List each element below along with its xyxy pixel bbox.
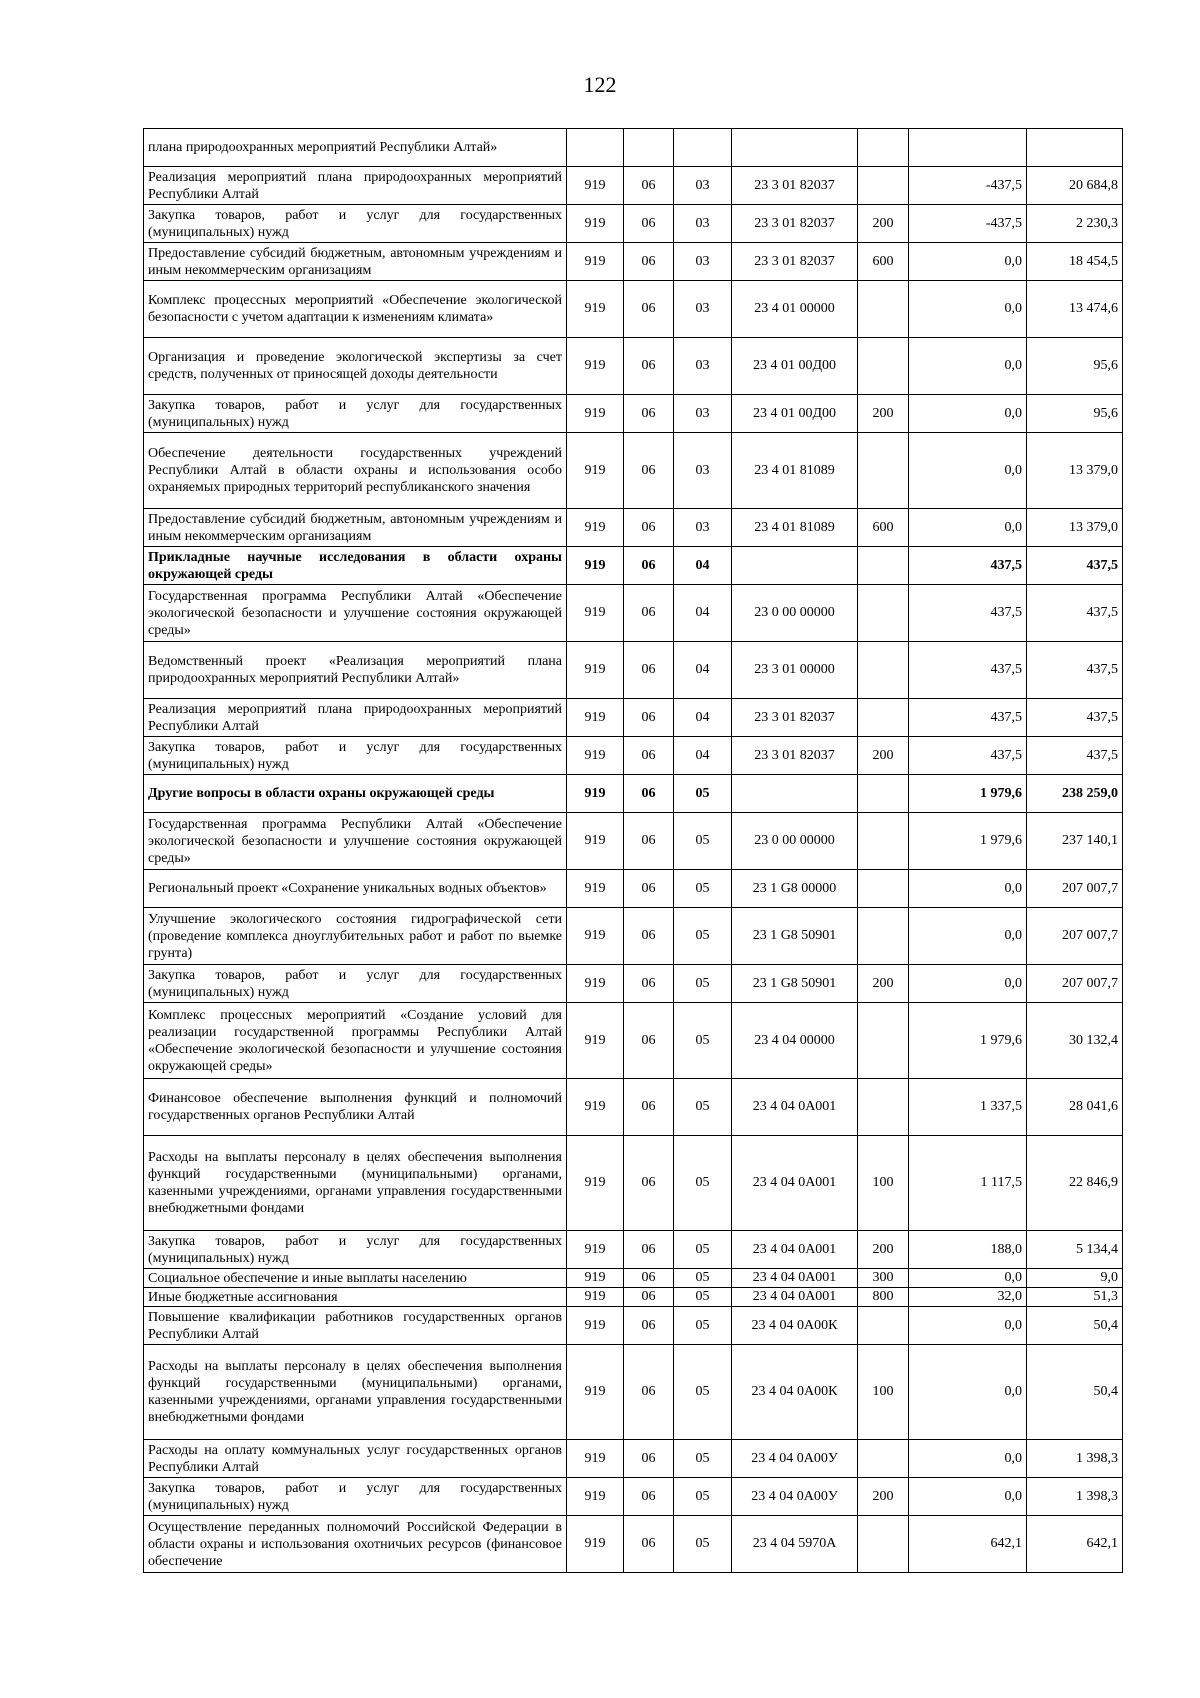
change-amount-cell: -437,5 [909, 205, 1027, 243]
admin-code-cell: 919 [567, 1136, 624, 1231]
subsection-code-cell: 04 [674, 547, 732, 585]
section-code-cell: 06 [624, 699, 674, 737]
section-code-cell: 06 [624, 205, 674, 243]
total-amount-cell: 642,1 [1027, 1516, 1123, 1573]
subsection-code-cell: 03 [674, 395, 732, 433]
table-row [144, 547, 1123, 585]
admin-code-cell [567, 129, 624, 167]
total-amount-cell [1027, 129, 1123, 167]
target-article-cell: 23 4 04 0А00У [732, 1440, 858, 1478]
expense-type-cell [858, 129, 909, 167]
change-amount-cell: 0,0 [909, 395, 1027, 433]
target-article-cell: 23 0 00 00000 [732, 813, 858, 870]
section-code-cell: 06 [624, 1516, 674, 1573]
expense-type-cell: 200 [858, 1231, 909, 1269]
expense-type-cell [858, 167, 909, 205]
total-amount-cell: 50,4 [1027, 1307, 1123, 1345]
section-code-cell: 06 [624, 509, 674, 547]
subsection-code-cell: 03 [674, 509, 732, 547]
admin-code-cell: 919 [567, 1307, 624, 1345]
table-row [144, 775, 1123, 813]
change-amount-cell: 437,5 [909, 642, 1027, 699]
table-row [144, 699, 1123, 737]
subsection-code-cell: 05 [674, 908, 732, 965]
target-article-cell: 23 4 01 00Д00 [732, 338, 858, 395]
row-description: Другие вопросы в области охраны окружающей среды [144, 775, 567, 813]
row-description: Осуществление переданных полномочий Российской Федерации в области охраны и использования охотничьих ресурсов (финансовое обеспечение [144, 1516, 567, 1573]
section-code-cell: 06 [624, 433, 674, 509]
change-amount-cell: 0,0 [909, 1345, 1027, 1440]
section-code-cell: 06 [624, 737, 674, 775]
row-description: Предоставление субсидий бюджетным, автономным учреждениям и иным некоммерческим организациям [144, 243, 567, 281]
admin-code-cell: 919 [567, 1288, 624, 1307]
target-article-cell: 23 4 04 0А001 [732, 1136, 858, 1231]
admin-code-cell: 919 [567, 167, 624, 205]
total-amount-cell: 1 398,3 [1027, 1478, 1123, 1516]
expense-type-cell [858, 1307, 909, 1345]
expense-type-cell: 800 [858, 1288, 909, 1307]
table-row [144, 395, 1123, 433]
target-article-cell: 23 1 G8 50901 [732, 908, 858, 965]
expense-type-cell [858, 870, 909, 908]
total-amount-cell: 30 132,4 [1027, 1003, 1123, 1079]
section-code-cell: 06 [624, 1478, 674, 1516]
expense-type-cell: 100 [858, 1345, 909, 1440]
total-amount-cell: 207 007,7 [1027, 908, 1123, 965]
table-row [144, 585, 1123, 642]
admin-code-cell: 919 [567, 1478, 624, 1516]
subsection-code-cell: 04 [674, 642, 732, 699]
admin-code-cell: 919 [567, 205, 624, 243]
total-amount-cell: 2 230,3 [1027, 205, 1123, 243]
row-description: Закупка товаров, работ и услуг для государственных (муниципальных) нужд [144, 205, 567, 243]
subsection-code-cell: 05 [674, 1288, 732, 1307]
subsection-code-cell: 05 [674, 965, 732, 1003]
row-description: Государственная программа Республики Алтай «Обеспечение экологической безопасности и улучшение состояния окружающей среды» [144, 585, 567, 642]
row-description: Реализация мероприятий плана природоохранных мероприятий Республики Алтай [144, 699, 567, 737]
expense-type-cell [858, 1516, 909, 1573]
total-amount-cell: 9,0 [1027, 1269, 1123, 1288]
section-code-cell: 06 [624, 775, 674, 813]
subsection-code-cell: 03 [674, 167, 732, 205]
subsection-code-cell [674, 129, 732, 167]
table-row [144, 281, 1123, 338]
table-row [144, 433, 1123, 509]
target-article-cell: 23 3 01 82037 [732, 243, 858, 281]
target-article-cell [732, 775, 858, 813]
admin-code-cell: 919 [567, 509, 624, 547]
row-description: Иные бюджетные ассигнования [144, 1288, 567, 1307]
total-amount-cell: 22 846,9 [1027, 1136, 1123, 1231]
table-row [144, 870, 1123, 908]
table-row [144, 642, 1123, 699]
admin-code-cell: 919 [567, 775, 624, 813]
row-description: Закупка товаров, работ и услуг для государственных (муниципальных) нужд [144, 965, 567, 1003]
row-description: Предоставление субсидий бюджетным, автономным учреждениям и иным некоммерческим организациям [144, 509, 567, 547]
section-code-cell: 06 [624, 395, 674, 433]
target-article-cell: 23 4 01 00000 [732, 281, 858, 338]
total-amount-cell: 437,5 [1027, 585, 1123, 642]
table-row [144, 509, 1123, 547]
table-row [144, 243, 1123, 281]
row-description: Повышение квалификации работников государственных органов Республики Алтай [144, 1307, 567, 1345]
admin-code-cell: 919 [567, 585, 624, 642]
row-description: Улучшение экологического состояния гидрографической сети (проведение комплекса дноуглубительных работ и работ по выемке грунта) [144, 908, 567, 965]
section-code-cell: 06 [624, 1269, 674, 1288]
section-code-cell: 06 [624, 547, 674, 585]
row-description: Социальное обеспечение и иные выплаты населению [144, 1269, 567, 1288]
change-amount-cell: 1 117,5 [909, 1136, 1027, 1231]
target-article-cell: 23 4 04 5970А [732, 1516, 858, 1573]
row-description: Закупка товаров, работ и услуг для государственных (муниципальных) нужд [144, 737, 567, 775]
total-amount-cell: 437,5 [1027, 699, 1123, 737]
change-amount-cell: 0,0 [909, 908, 1027, 965]
budget-table [143, 128, 1123, 1573]
change-amount-cell: 0,0 [909, 338, 1027, 395]
expense-type-cell: 200 [858, 965, 909, 1003]
target-article-cell: 23 0 00 00000 [732, 585, 858, 642]
target-article-cell: 23 3 01 82037 [732, 205, 858, 243]
expense-type-cell [858, 642, 909, 699]
subsection-code-cell: 05 [674, 1478, 732, 1516]
total-amount-cell: 207 007,7 [1027, 870, 1123, 908]
admin-code-cell: 919 [567, 1440, 624, 1478]
change-amount-cell: 0,0 [909, 433, 1027, 509]
total-amount-cell: 238 259,0 [1027, 775, 1123, 813]
subsection-code-cell: 03 [674, 243, 732, 281]
section-code-cell: 06 [624, 243, 674, 281]
total-amount-cell: 13 379,0 [1027, 433, 1123, 509]
section-code-cell: 06 [624, 908, 674, 965]
admin-code-cell: 919 [567, 338, 624, 395]
subsection-code-cell: 03 [674, 205, 732, 243]
total-amount-cell: 20 684,8 [1027, 167, 1123, 205]
row-description: Организация и проведение экологической экспертизы за счет средств, полученных от приносящей доходы деятельности [144, 338, 567, 395]
subsection-code-cell: 05 [674, 775, 732, 813]
table-row [144, 1003, 1123, 1079]
subsection-code-cell: 05 [674, 870, 732, 908]
target-article-cell: 23 4 01 81089 [732, 433, 858, 509]
row-description: Ведомственный проект «Реализация мероприятий плана природоохранных мероприятий Республики Алтай» [144, 642, 567, 699]
change-amount-cell: 32,0 [909, 1288, 1027, 1307]
row-description: Финансовое обеспечение выполнения функций и полномочий государственных органов Республики Алтай [144, 1079, 567, 1136]
row-description: Государственная программа Республики Алтай «Обеспечение экологической безопасности и улучшение состояния окружающей среды» [144, 813, 567, 870]
expense-type-cell [858, 1003, 909, 1079]
admin-code-cell: 919 [567, 699, 624, 737]
expense-type-cell: 200 [858, 395, 909, 433]
target-article-cell: 23 4 04 0А001 [732, 1231, 858, 1269]
total-amount-cell: 50,4 [1027, 1345, 1123, 1440]
target-article-cell: 23 1 G8 50901 [732, 965, 858, 1003]
section-code-cell: 06 [624, 1079, 674, 1136]
total-amount-cell: 13 474,6 [1027, 281, 1123, 338]
subsection-code-cell: 05 [674, 1269, 732, 1288]
admin-code-cell: 919 [567, 737, 624, 775]
total-amount-cell: 437,5 [1027, 547, 1123, 585]
row-description: Расходы на оплату коммунальных услуг государственных органов Республики Алтай [144, 1440, 567, 1478]
subsection-code-cell: 04 [674, 737, 732, 775]
table-row [144, 129, 1123, 167]
table-row [144, 1307, 1123, 1345]
change-amount-cell: 1 979,6 [909, 775, 1027, 813]
expense-type-cell [858, 1079, 909, 1136]
table-row [144, 1516, 1123, 1573]
expense-type-cell: 600 [858, 509, 909, 547]
total-amount-cell: 95,6 [1027, 395, 1123, 433]
table-row [144, 965, 1123, 1003]
table-row [144, 205, 1123, 243]
target-article-cell: 23 4 04 00000 [732, 1003, 858, 1079]
expense-type-cell [858, 775, 909, 813]
total-amount-cell: 237 140,1 [1027, 813, 1123, 870]
total-amount-cell: 18 454,5 [1027, 243, 1123, 281]
section-code-cell: 06 [624, 338, 674, 395]
expense-type-cell [858, 338, 909, 395]
change-amount-cell: 188,0 [909, 1231, 1027, 1269]
admin-code-cell: 919 [567, 1231, 624, 1269]
change-amount-cell: 642,1 [909, 1516, 1027, 1573]
expense-type-cell [858, 813, 909, 870]
change-amount-cell: 437,5 [909, 547, 1027, 585]
target-article-cell: 23 3 01 82037 [732, 699, 858, 737]
table-row [144, 1079, 1123, 1136]
expense-type-cell [858, 547, 909, 585]
target-article-cell: 23 3 01 00000 [732, 642, 858, 699]
expense-type-cell: 300 [858, 1269, 909, 1288]
target-article-cell: 23 4 04 0А001 [732, 1269, 858, 1288]
target-article-cell [732, 547, 858, 585]
expense-type-cell [858, 699, 909, 737]
target-article-cell: 23 4 04 0А001 [732, 1288, 858, 1307]
total-amount-cell: 1 398,3 [1027, 1440, 1123, 1478]
row-description: Закупка товаров, работ и услуг для государственных (муниципальных) нужд [144, 1231, 567, 1269]
target-article-cell [732, 129, 858, 167]
section-code-cell: 06 [624, 167, 674, 205]
subsection-code-cell: 05 [674, 1440, 732, 1478]
change-amount-cell: -437,5 [909, 167, 1027, 205]
target-article-cell: 23 4 04 0А00У [732, 1478, 858, 1516]
table-row [144, 737, 1123, 775]
table-row [144, 1440, 1123, 1478]
change-amount-cell: 0,0 [909, 965, 1027, 1003]
total-amount-cell: 95,6 [1027, 338, 1123, 395]
target-article-cell: 23 1 G8 00000 [732, 870, 858, 908]
row-description: Региональный проект «Сохранение уникальных водных объектов» [144, 870, 567, 908]
change-amount-cell: 0,0 [909, 1478, 1027, 1516]
change-amount-cell: 0,0 [909, 281, 1027, 338]
subsection-code-cell: 05 [674, 1136, 732, 1231]
admin-code-cell: 919 [567, 1345, 624, 1440]
expense-type-cell [858, 433, 909, 509]
total-amount-cell: 13 379,0 [1027, 509, 1123, 547]
row-description: Реализация мероприятий плана природоохранных мероприятий Республики Алтай [144, 167, 567, 205]
table-row [144, 1288, 1123, 1307]
table-row [144, 813, 1123, 870]
change-amount-cell: 1 979,6 [909, 1003, 1027, 1079]
admin-code-cell: 919 [567, 642, 624, 699]
subsection-code-cell: 03 [674, 281, 732, 338]
section-code-cell: 06 [624, 813, 674, 870]
section-code-cell: 06 [624, 870, 674, 908]
admin-code-cell: 919 [567, 281, 624, 338]
admin-code-cell: 919 [567, 870, 624, 908]
subsection-code-cell: 05 [674, 813, 732, 870]
admin-code-cell: 919 [567, 908, 624, 965]
change-amount-cell: 0,0 [909, 1307, 1027, 1345]
section-code-cell: 06 [624, 1231, 674, 1269]
target-article-cell: 23 3 01 82037 [732, 167, 858, 205]
admin-code-cell: 919 [567, 965, 624, 1003]
row-description: Расходы на выплаты персоналу в целях обеспечения выполнения функций государственными (муниципальными) органами, казенными учреждениями, органами управления государственными внебюджетными фондами [144, 1136, 567, 1231]
subsection-code-cell: 03 [674, 433, 732, 509]
subsection-code-cell: 05 [674, 1345, 732, 1440]
expense-type-cell: 100 [858, 1136, 909, 1231]
row-description: Обеспечение деятельности государственных учреждений Республики Алтай в области охраны и использования особо охраняемых природных территорий республиканского значения [144, 433, 567, 509]
expense-type-cell: 200 [858, 1478, 909, 1516]
table-row [144, 1478, 1123, 1516]
row-description: Закупка товаров, работ и услуг для государственных (муниципальных) нужд [144, 395, 567, 433]
row-description: Прикладные научные исследования в области охраны окружающей среды [144, 547, 567, 585]
target-article-cell: 23 4 01 00Д00 [732, 395, 858, 433]
total-amount-cell: 207 007,7 [1027, 965, 1123, 1003]
change-amount-cell: 0,0 [909, 870, 1027, 908]
admin-code-cell: 919 [567, 433, 624, 509]
change-amount-cell: 0,0 [909, 1269, 1027, 1288]
admin-code-cell: 919 [567, 395, 624, 433]
expense-type-cell [858, 1440, 909, 1478]
target-article-cell: 23 4 04 0А00К [732, 1307, 858, 1345]
section-code-cell: 06 [624, 1288, 674, 1307]
section-code-cell: 06 [624, 1307, 674, 1345]
row-description: плана природоохранных мероприятий Республики Алтай» [144, 129, 567, 167]
section-code-cell: 06 [624, 585, 674, 642]
section-code-cell: 06 [624, 642, 674, 699]
admin-code-cell: 919 [567, 1079, 624, 1136]
table-row [144, 167, 1123, 205]
admin-code-cell: 919 [567, 1003, 624, 1079]
target-article-cell: 23 4 04 0А00К [732, 1345, 858, 1440]
change-amount-cell: 1 979,6 [909, 813, 1027, 870]
total-amount-cell: 437,5 [1027, 642, 1123, 699]
table-row [144, 1345, 1123, 1440]
row-description: Закупка товаров, работ и услуг для государственных (муниципальных) нужд [144, 1478, 567, 1516]
section-code-cell [624, 129, 674, 167]
table-row [144, 1269, 1123, 1288]
expense-type-cell: 200 [858, 205, 909, 243]
expense-type-cell [858, 585, 909, 642]
section-code-cell: 06 [624, 1345, 674, 1440]
expense-type-cell [858, 281, 909, 338]
expense-type-cell: 200 [858, 737, 909, 775]
change-amount-cell: 437,5 [909, 699, 1027, 737]
section-code-cell: 06 [624, 1003, 674, 1079]
change-amount-cell: 0,0 [909, 1440, 1027, 1478]
row-description: Комплекс процессных мероприятий «Создание условий для реализации государственной программы Республики Алтай «Обеспечение экологической безопасности и улучшение состояния окружающей среды» [144, 1003, 567, 1079]
change-amount-cell: 0,0 [909, 243, 1027, 281]
change-amount-cell: 437,5 [909, 585, 1027, 642]
expense-type-cell [858, 908, 909, 965]
expense-type-cell: 600 [858, 243, 909, 281]
section-code-cell: 06 [624, 1440, 674, 1478]
change-amount-cell: 1 337,5 [909, 1079, 1027, 1136]
admin-code-cell: 919 [567, 1516, 624, 1573]
admin-code-cell: 919 [567, 547, 624, 585]
admin-code-cell: 919 [567, 1269, 624, 1288]
subsection-code-cell: 05 [674, 1516, 732, 1573]
page-number: 122 [583, 72, 617, 97]
target-article-cell: 23 3 01 82037 [732, 737, 858, 775]
table-row [144, 338, 1123, 395]
change-amount-cell: 437,5 [909, 737, 1027, 775]
subsection-code-cell: 05 [674, 1003, 732, 1079]
subsection-code-cell: 04 [674, 585, 732, 642]
subsection-code-cell: 05 [674, 1307, 732, 1345]
subsection-code-cell: 05 [674, 1079, 732, 1136]
row-description: Расходы на выплаты персоналу в целях обеспечения выполнения функций государственными (муниципальными) органами, казенными учреждениями, органами управления государственными внебюджетными фондами [144, 1345, 567, 1440]
row-description: Комплекс процессных мероприятий «Обеспечение экологической безопасности с учетом адаптации к изменениям климата» [144, 281, 567, 338]
section-code-cell: 06 [624, 965, 674, 1003]
table-row [144, 908, 1123, 965]
subsection-code-cell: 03 [674, 338, 732, 395]
table-row [144, 1136, 1123, 1231]
total-amount-cell: 51,3 [1027, 1288, 1123, 1307]
admin-code-cell: 919 [567, 243, 624, 281]
target-article-cell: 23 4 04 0А001 [732, 1079, 858, 1136]
change-amount-cell: 0,0 [909, 509, 1027, 547]
section-code-cell: 06 [624, 281, 674, 338]
total-amount-cell: 437,5 [1027, 737, 1123, 775]
subsection-code-cell: 04 [674, 699, 732, 737]
total-amount-cell: 28 041,6 [1027, 1079, 1123, 1136]
target-article-cell: 23 4 01 81089 [732, 509, 858, 547]
subsection-code-cell: 05 [674, 1231, 732, 1269]
table-row [144, 1231, 1123, 1269]
change-amount-cell [909, 129, 1027, 167]
total-amount-cell: 5 134,4 [1027, 1231, 1123, 1269]
admin-code-cell: 919 [567, 813, 624, 870]
section-code-cell: 06 [624, 1136, 674, 1231]
